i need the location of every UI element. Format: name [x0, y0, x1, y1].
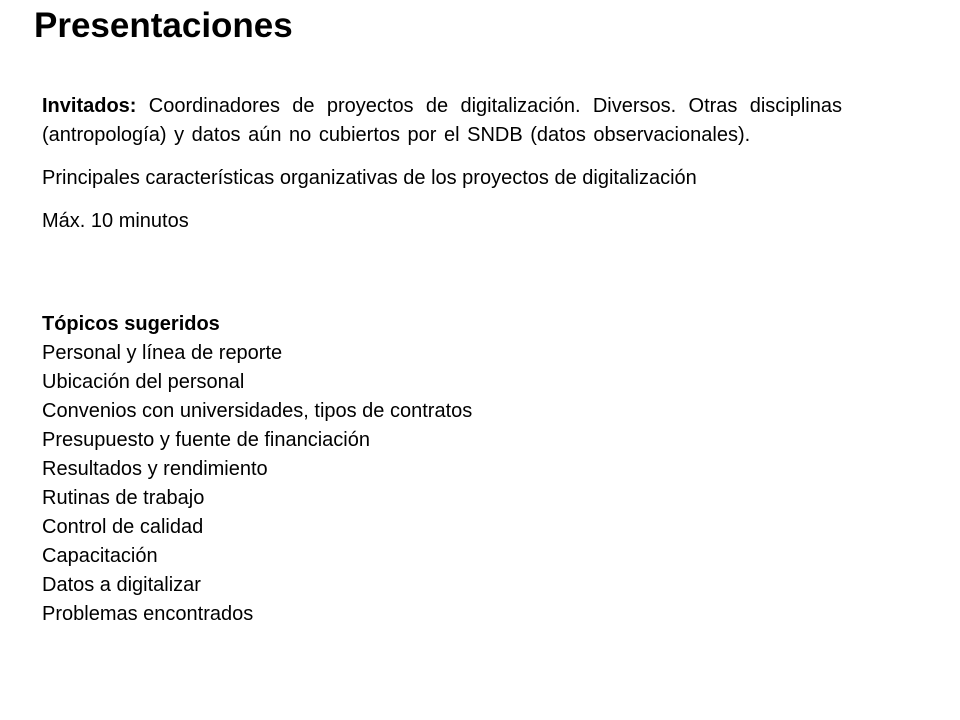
topic-item: Control de calidad	[42, 516, 204, 538]
guests-paragraph	[42, 92, 842, 150]
guests-label: Invitados:	[42, 95, 137, 117]
topic-item: Convenios con universidades, tipos de contratos	[42, 400, 473, 422]
duration-paragraph: Máx. 10 minutos	[42, 210, 189, 232]
topics-heading: Tópicos sugeridos	[42, 313, 220, 335]
topics-list	[42, 339, 842, 629]
topic-item: Problemas encontrados	[42, 603, 254, 625]
topic-item: Presupuesto y fuente de financiación	[42, 429, 370, 451]
topic-item: Datos a digitalizar	[42, 574, 201, 596]
topics-section	[42, 310, 842, 629]
topic-item: Ubicación del personal	[42, 371, 245, 393]
slide-body	[42, 92, 842, 250]
topic-item: Rutinas de trabajo	[42, 487, 205, 509]
features-paragraph: Principales características organizativas de los proyectos de digitalización	[42, 167, 697, 189]
guests-text: Coordinadores de proyectos de digitalización. Diversos. Otras disciplinas (antropología) y datos aún no cubiertos por el SNDB (datos observacionales).	[42, 95, 842, 146]
topic-item: Capacitación	[42, 545, 158, 567]
slide-title: Presentaciones	[34, 6, 293, 45]
topic-item: Personal y línea de reporte	[42, 342, 283, 364]
topic-item: Resultados y rendimiento	[42, 458, 268, 480]
